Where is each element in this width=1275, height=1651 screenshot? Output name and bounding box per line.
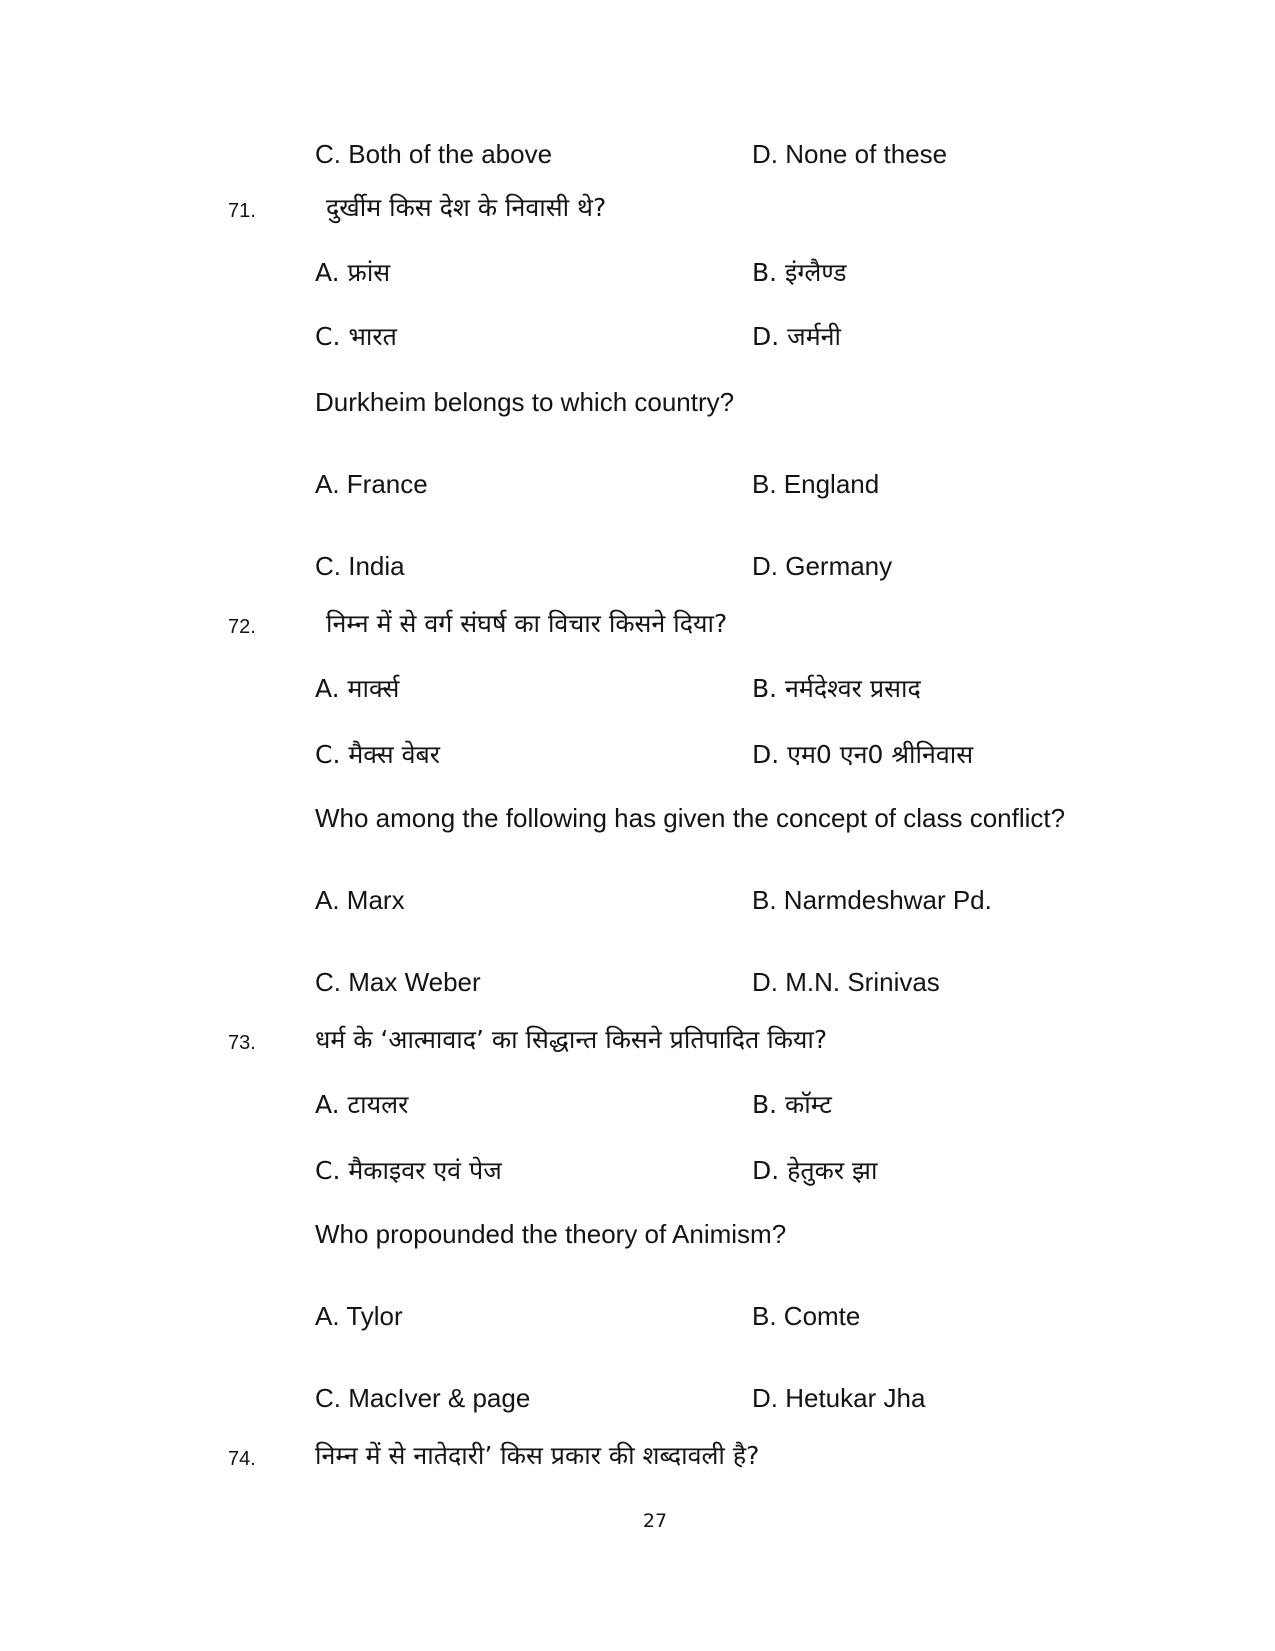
option-a-english: A. Marx xyxy=(315,885,405,915)
option-d-english: D. Hetukar Jha xyxy=(752,1383,926,1413)
option-c-hindi: C. मैक्स वेबर xyxy=(315,740,441,769)
question-text-hindi: निम्न में से वर्ग संघर्ष का विचार किसने दिया? xyxy=(326,609,728,638)
question-number: 72. xyxy=(228,616,256,638)
prev-option-c: C. Both of the above xyxy=(315,139,553,169)
option-a-english: A. France xyxy=(315,469,428,499)
page-number: 27 xyxy=(642,1510,668,1532)
option-d-english: D. M.N. Srinivas xyxy=(752,967,940,997)
question-text-english: Who among the following has given the concept of class conflict? xyxy=(315,803,1066,833)
option-d-hindi: D. एम0 एन0 श्रीनिवास xyxy=(752,740,974,769)
option-b-english: B. Comte xyxy=(752,1301,861,1331)
option-a-hindi: A. फ्रांस xyxy=(315,258,391,287)
question-text-hindi: दुर्खीम किस देश के निवासी थे? xyxy=(326,193,607,222)
question-number: 71. xyxy=(228,200,256,222)
option-c-hindi: C. भारत xyxy=(315,322,397,351)
question-text-english: Durkheim belongs to which country? xyxy=(315,387,735,417)
option-c-english: C. Max Weber xyxy=(315,967,481,997)
question-text-english: Who propounded the theory of Animism? xyxy=(315,1219,787,1249)
option-a-english: A. Tylor xyxy=(315,1301,403,1331)
option-d-hindi: D. जर्मनी xyxy=(752,322,841,351)
question-text-hindi: धर्म के ‘आत्मावाद’ का सिद्धान्त किसने प्रतिपादित किया? xyxy=(315,1025,828,1054)
option-a-hindi: A. मार्क्स xyxy=(315,674,400,703)
prev-option-d: D. None of these xyxy=(752,139,948,169)
option-a-hindi: A. टायलर xyxy=(315,1090,409,1119)
option-b-hindi: B. कॉम्ट xyxy=(752,1090,832,1119)
option-b-hindi: B. इंग्लैण्ड xyxy=(752,258,847,287)
option-b-english: B. England xyxy=(752,469,880,499)
option-c-hindi: C. मैकाइवर एवं पेज xyxy=(315,1156,502,1185)
question-text-hindi: निम्न में से नातेदारी’ किस प्रकार की शब्दावली है? xyxy=(315,1441,760,1470)
question-number: 73. xyxy=(228,1032,256,1054)
option-c-english: C. India xyxy=(315,551,405,581)
option-d-english: D. Germany xyxy=(752,551,893,581)
option-b-hindi: B. नर्मदेश्वर प्रसाद xyxy=(752,674,921,703)
question-number: 74. xyxy=(228,1448,256,1470)
option-c-english: C. MacIver & page xyxy=(315,1383,531,1413)
option-b-english: B. Narmdeshwar Pd. xyxy=(752,885,992,915)
option-d-hindi: D. हेतुकर झा xyxy=(752,1156,878,1185)
